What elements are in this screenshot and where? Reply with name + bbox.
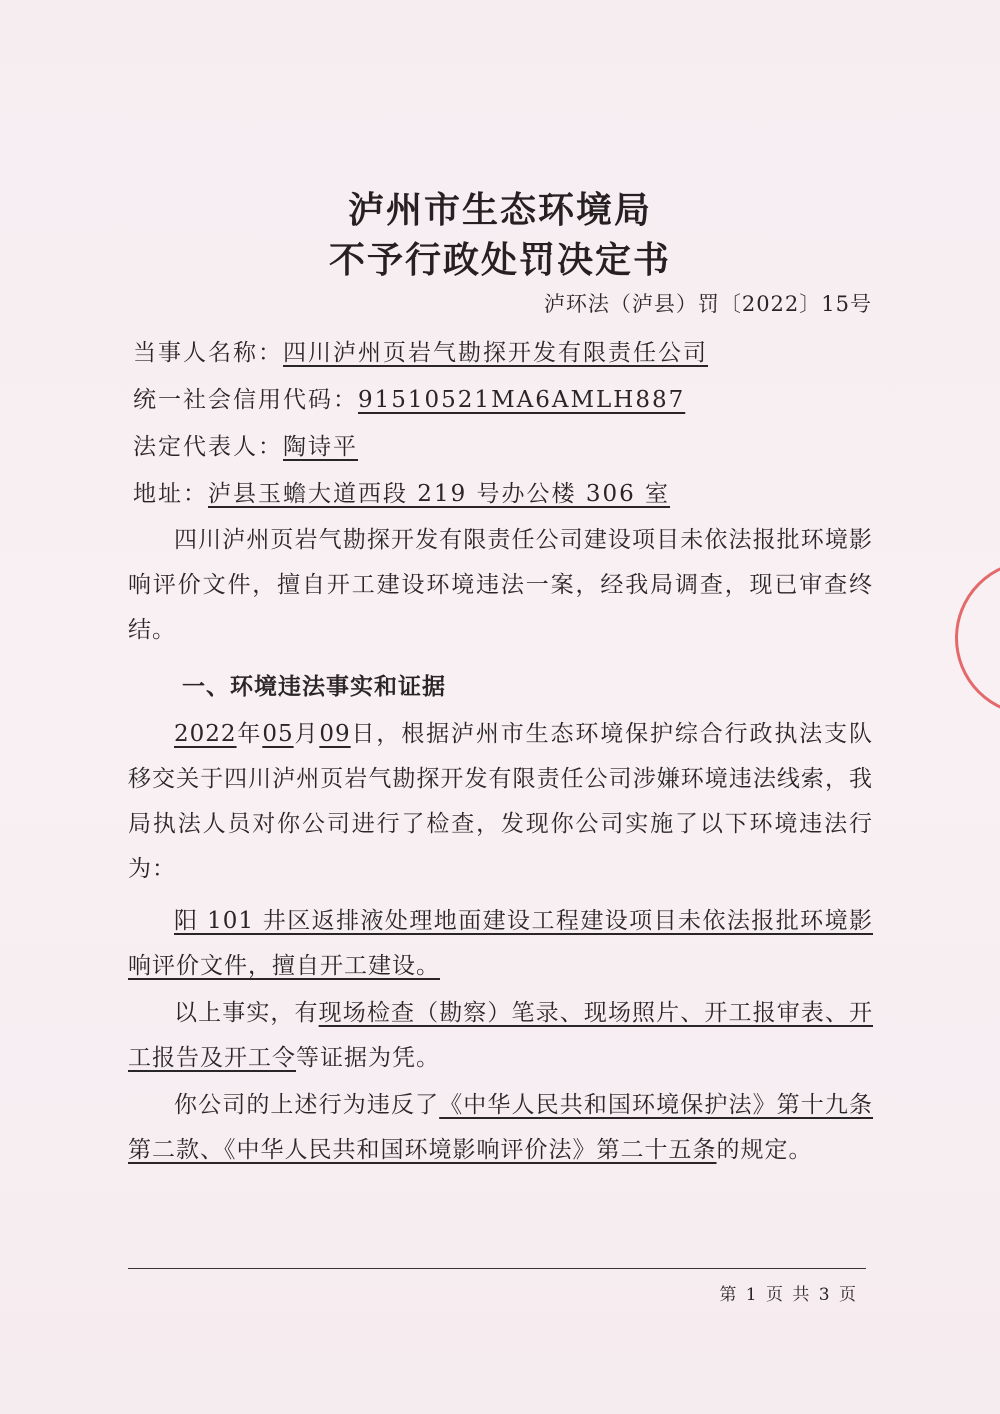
- footer-divider: [128, 1268, 866, 1269]
- legal-rep-label: 法定代表人：: [133, 434, 283, 460]
- document-number: 泸环法（泸县）罚〔2022〕15号: [543, 292, 872, 316]
- legal-basis-intro: 你公司的上述行为违反了: [174, 1092, 440, 1118]
- month-unit: 月: [293, 721, 320, 747]
- address-label: 地址：: [133, 481, 208, 507]
- facts-paragraph: [128, 712, 873, 892]
- address-row: [133, 475, 670, 508]
- evidence-end: 等证据为凭。: [296, 1045, 440, 1071]
- facts-text: 日，根据泸州市生态环境保护综合行政执法支队移交关于四川泸州页岩气勘探开发有限责任公司涉嫌环境违法线索，我局执法人员对你公司进行了检查，发现你公司实施了以下环境违法行为：: [128, 721, 874, 882]
- year-unit: 年: [236, 721, 263, 747]
- legal-basis-paragraph: [128, 1083, 873, 1173]
- section-heading: 一、环境违法事实和证据: [182, 674, 446, 700]
- party-name-value: 四川泸州页岩气勘探开发有限责任公司: [283, 340, 708, 366]
- party-name-label: 当事人名称：: [133, 340, 283, 366]
- evidence-list: 现场检查（勘察）笔录、现场照片、开工报审表、开工报告及开工令: [128, 1000, 874, 1071]
- intro-paragraph: 四川泸州页岩气勘探开发有限责任公司建设项目未依法报批环境影响评价文件，擅自开工建设环境违法一案，经我局调查，现已审查终结。: [128, 527, 873, 643]
- credit-code-label: 统一社会信用代码：: [133, 387, 358, 413]
- party-name-row: [133, 334, 708, 367]
- page-number: 第 1 页 共 3 页: [719, 1285, 858, 1305]
- inspection-day: 09: [319, 721, 351, 747]
- address-value: 泸县玉蟾大道西段 219 号办公楼 306 室: [208, 481, 671, 507]
- issuer-title: 泸州市生态环境局: [347, 189, 652, 231]
- legal-rep-value: 陶诗平: [283, 434, 358, 460]
- inspection-month: 05: [262, 721, 294, 747]
- legal-basis-end: 的规定。: [716, 1137, 813, 1163]
- evidence-paragraph: [128, 991, 873, 1081]
- violation-text: 阳 101 井区返排液处理地面建设工程建设项目未依法报批环境影响评价文件，擅自开工建设。: [128, 908, 873, 979]
- legal-rep-row: [133, 428, 358, 461]
- legal-basis-laws: 《中华人民共和国环境保护法》第十九条第二款、《中华人民共和国环境影响评价法》第二十五条: [128, 1092, 874, 1163]
- evidence-intro: 以上事实，有: [174, 1000, 319, 1026]
- violation-paragraph: [128, 899, 873, 989]
- credit-code-value: 91510521MA6AMLH887: [358, 387, 686, 413]
- inspection-year: 2022: [174, 721, 237, 747]
- credit-code-row: [133, 381, 685, 414]
- document-title: 不予行政处罚决定书: [328, 239, 671, 281]
- official-seal-fragment: [955, 560, 1000, 716]
